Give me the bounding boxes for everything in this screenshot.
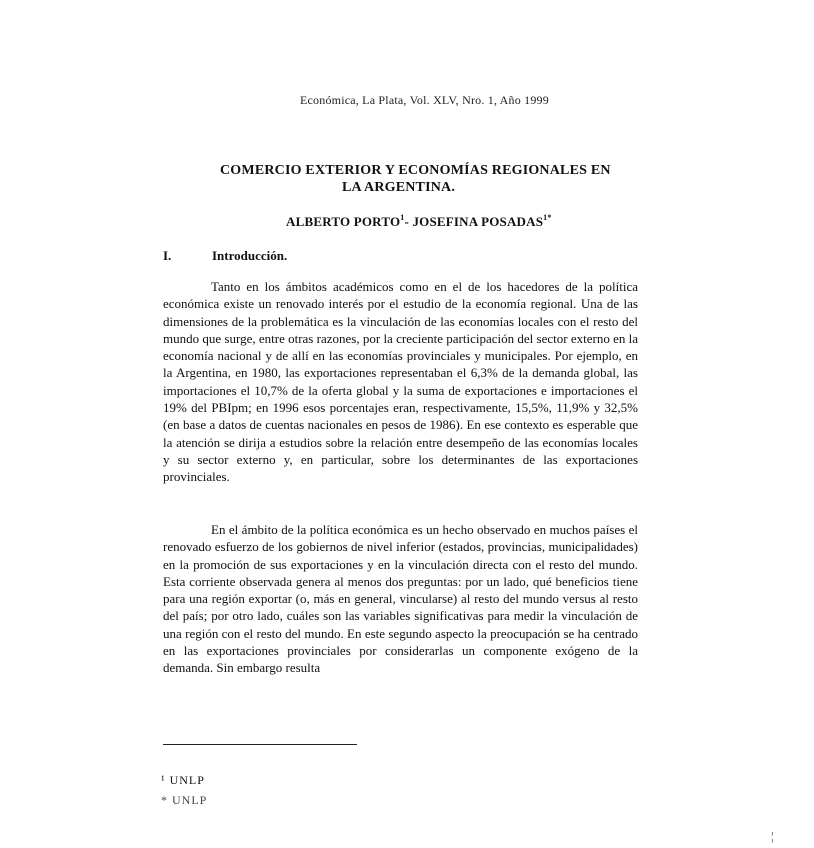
author-line: [286, 213, 552, 230]
footnote-1: ¹ UNLP: [161, 773, 205, 787]
footnote-divider: [163, 744, 357, 745]
title-line-1: COMERCIO EXTERIOR Y ECONOMÍAS REGIONALES EN: [220, 163, 611, 178]
author-separator-and-author-2: - JOSEFINA POSADAS: [404, 214, 544, 229]
title-line-2: LA ARGENTINA.: [342, 180, 456, 195]
author-2-footnote-mark: 1*: [543, 213, 552, 222]
body-paragraph-2: En el ámbito de la política económica es un hecho observado en muchos países el renovado esfuerzo de los gobiernos de nivel inferior (estados, provincias, municipalidades) en la promoción de sus exportaciones y en la vinculación directa con el resto del mundo. Esta corriente observada genera al menos dos preguntas: por un lado, qué beneficios tiene para una región exportar (o, más en general, vincularse) al resto del mundo versus al resto del país; por otro lado, cuáles son las variables significativas para medir la vinculación de una región con el resto del mundo. En este segundo aspecto la preocupación se ha centrado en las exportaciones provinciales por considerarlas un componente exógeno de la demanda. Sin embargo resulta: [163, 522, 638, 676]
footnote-2: * UNLP: [161, 793, 208, 807]
running-header: Económica, La Plata, Vol. XLV, Nro. 1, Año 1999: [300, 93, 549, 107]
section-heading: Introducción.: [212, 248, 288, 263]
article-title: [220, 162, 640, 196]
page-edge-mark: ¦: [771, 829, 774, 843]
section-number: I.: [163, 248, 172, 263]
author-1: ALBERTO PORTO: [286, 214, 401, 229]
author-1-footnote-mark: 1: [400, 213, 405, 222]
body-paragraph-1: Tanto en los ámbitos académicos como en el de los hacedores de la política económica existe un renovado interés por el estudio de la economía regional. Una de las dimensiones de la problemática es la vinculación de las economías locales con el resto del mundo que surge, entre otras razones, por la creciente participación del sector externo en la economía nacional y de allí en las economías provinciales y municipales. Por ejemplo, en la Argentina, en 1980, las exportaciones representaban el 6,3% de la demanda global, las importaciones el 10,7% de la oferta global y la suma de exportaciones e importaciones el 19% del PBIpm; en 1996 esos porcentajes eran, respectivamente, 15,5%, 11,9% y 32,5% (en base a datos de cuentas nacionales en pesos de 1986). En ese contexto es esperable que la atención se dirija a estudios sobre la relación entre desempeño de las economías locales y su sector externo y, en particular, sobre los determinantes de las exportaciones provinciales.: [163, 279, 638, 485]
